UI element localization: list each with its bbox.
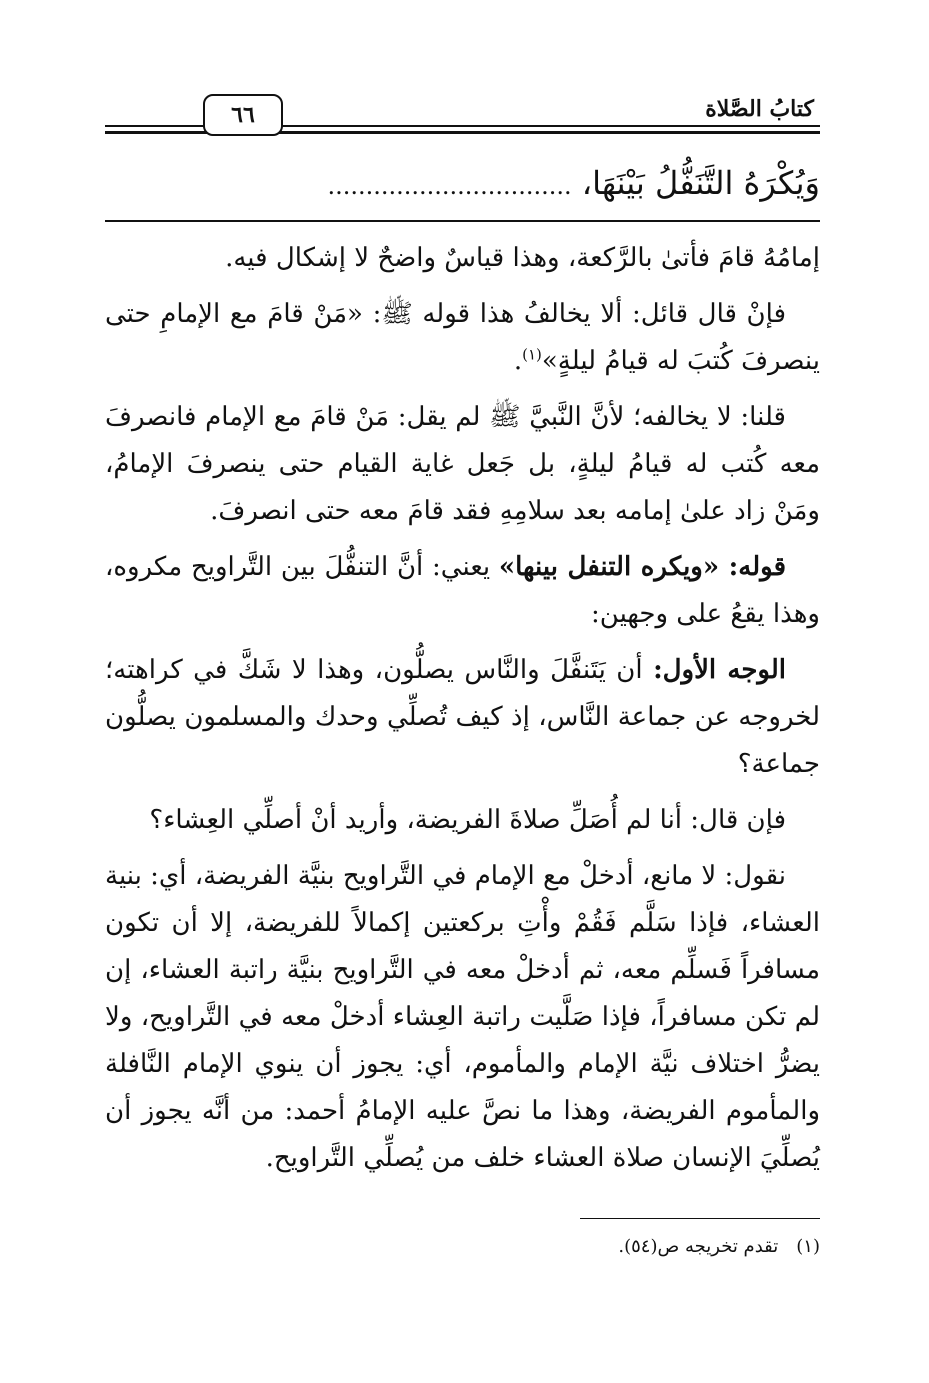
page-number: ٦٦ (203, 94, 283, 136)
matn-line (105, 158, 820, 208)
paragraph-text: فإن قال: أنا لم أُصَلِّ صلاةَ الفريضة، وأريد أنْ أصلِّي العِشاء؟ (149, 805, 786, 835)
paragraph-tail: . (513, 346, 523, 376)
paragraph-text: يعني: أنَّ التنفُّلَ بين التَّراويح مكروه، وهذا يقعُ على وجهين: (105, 552, 820, 629)
paragraph (105, 647, 820, 788)
paragraph-text: قلنا: لا يخالفه؛ لأنَّ النَّبيَّ ﷺ لم يقل: مَنْ قامَ مع الإمام فانصرفَ معه كُتب له قيامُ ليلةٍ، بل جَعل غاية القيام حتى ينصرفَ الإمامُ، ومَنْ زاد علىٰ إمامه بعد سلامِهِ فقد قامَ معه حتى انصرفَ. (105, 402, 820, 526)
paragraph (105, 797, 820, 844)
paragraph-lead: قوله: «ويكره التنفل بينها» (498, 552, 786, 582)
footnote-rule (580, 1218, 820, 1219)
paragraph (105, 853, 820, 1182)
paragraph (105, 291, 820, 385)
paragraph (105, 544, 820, 638)
matn-dots: ................................ (327, 172, 572, 200)
matn-text: وَيُكْرَهُ التَّنَفُّلُ بَيْنَهَا، (581, 164, 820, 202)
paragraph (105, 394, 820, 535)
paragraph-text: أن يَتَنفَّلَ والنَّاس يصلُّون، وهذا لا شَكَّ في كراهته؛ لخروجه عن جماعة النَّاس، إذ كيف تُصلِّي وحدك والمسلمون يصلُّون جماعة؟ (105, 655, 820, 779)
paragraph-lead: الوجه الأول: (653, 655, 786, 685)
book-title: كتابُ الصَّلاة (699, 96, 820, 122)
matn-rule (105, 220, 820, 222)
paragraph (105, 235, 820, 282)
paragraph-text: إمامُهُ قامَ فأتىٰ بالرَّكعة، وهذا قياسٌ واضحٌ لا إشكال فيه. (225, 243, 820, 273)
body-text (105, 235, 820, 1191)
footnote-ref[interactable]: (١) (522, 345, 542, 364)
paragraph-text: فإنْ قال قائل: ألا يخالفُ هذا قوله ﷺ: «مَنْ قامَ مع الإمامِ حتى ينصرفَ كُتبَ له قيامُ ليلةٍ» (105, 299, 820, 376)
footnote (109, 1232, 820, 1262)
footnote-text: تقدم تخريجه ص(٥٤). (618, 1236, 779, 1257)
footnote-number: (١) (796, 1236, 820, 1257)
running-header (105, 92, 820, 142)
paragraph-text: نقول: لا مانع، أدخلْ مع الإمام في التَّراويح بنيَّة الفريضة، أي: بنية العشاء، فإذا سَلَّم فَقُمْ وأْتِ بركعتين إكمالاً للفريضة، إلا أن تكون مسافراً فَسلِّم معه، ثم أدخلْ معه في التَّراويح بنيَّة راتبة العشاء، إن لم تكن مسافراً، فإذا صَلَّيت راتبة العِشاء أدخلْ معه في التَّراويح، ولا يضرُّ اختلاف نيَّة الإمام والمأموم، أي: يجوز أن ينوي الإمام النَّافلة والمأموم الفريضة، وهذا ما نصَّ عليه الإمامُ أحمد: من أنَّه يجوز أن يُصلِّيَ الإنسان صلاة العشاء خلف من يُصلِّي التَّراويح. (105, 861, 820, 1173)
